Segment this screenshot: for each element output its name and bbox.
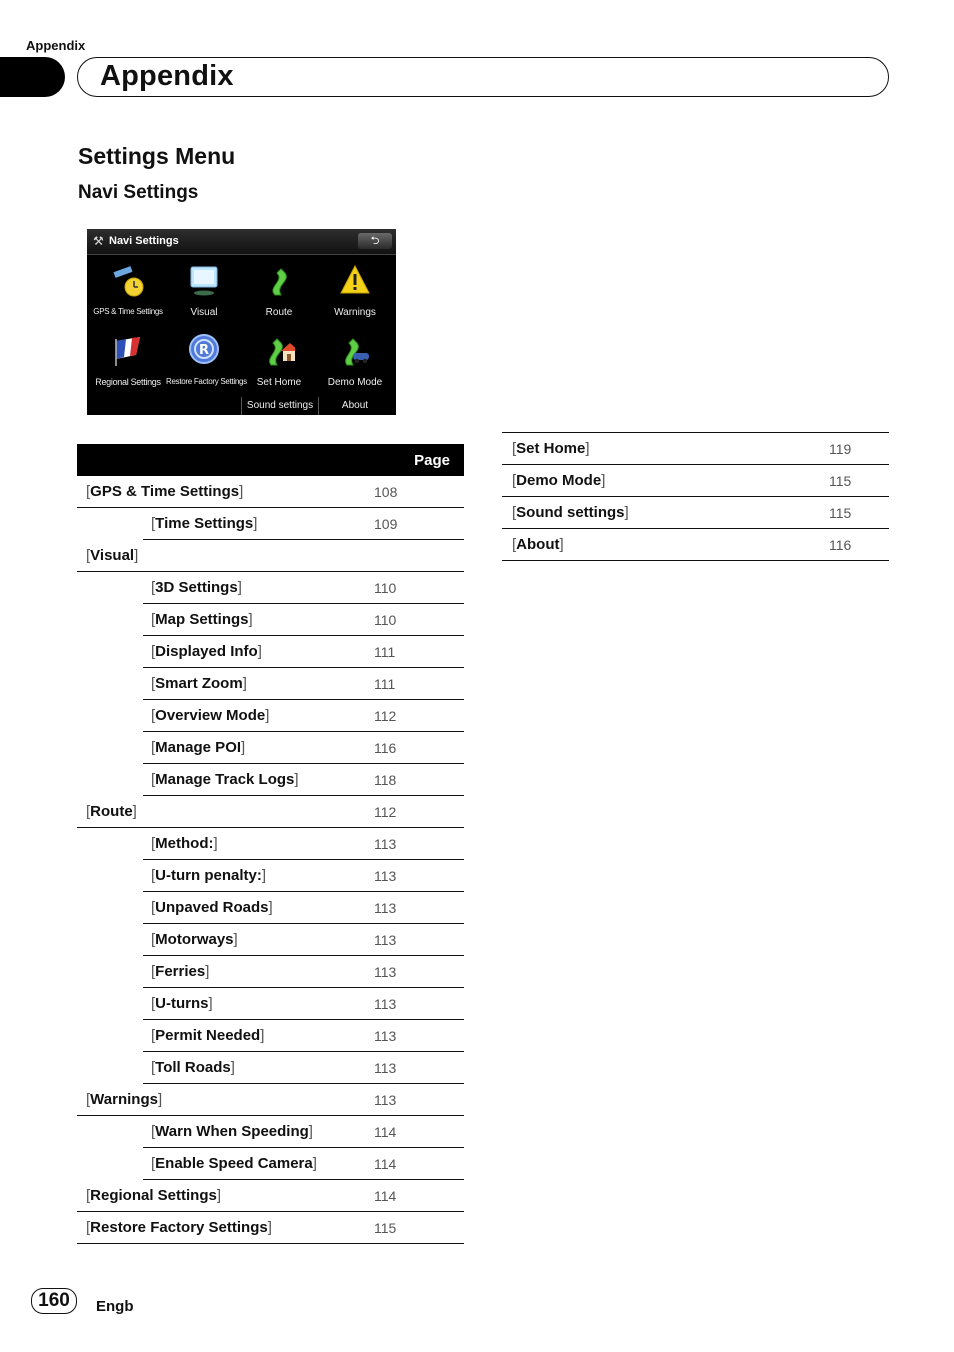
page-ref: 115 <box>829 497 889 529</box>
running-head: Appendix <box>26 38 86 53</box>
page-ref: 119 <box>829 433 889 465</box>
page-ref: 116 <box>829 529 889 561</box>
page-ref: 114 <box>368 1148 464 1180</box>
table-row <box>77 1052 464 1084</box>
tile-label: Set Home <box>256 377 302 388</box>
tile-label: Route <box>265 307 293 318</box>
page-ref: 112 <box>368 796 464 828</box>
tile-gps-time-settings[interactable] <box>90 261 166 331</box>
screen-title: Navi Settings <box>109 235 179 247</box>
setting-name: Ferries <box>155 963 206 980</box>
row-label: [Overview Mode] <box>143 700 368 732</box>
table-row <box>77 1084 464 1116</box>
page-ref: 113 <box>368 1052 464 1084</box>
table-header <box>77 444 464 476</box>
row-label: [Route] <box>77 796 368 828</box>
demo-car-icon <box>339 333 371 367</box>
setting-name: Route <box>90 803 133 820</box>
back-button[interactable]: ⮌ <box>358 233 392 249</box>
indent-cell <box>77 700 143 732</box>
screen-title-bar <box>87 229 396 255</box>
tile-regional-settings[interactable] <box>90 331 166 401</box>
page-ref: 113 <box>368 956 464 988</box>
indent-cell <box>77 636 143 668</box>
page-ref: 113 <box>368 1084 464 1116</box>
row-label: [Permit Needed] <box>143 1020 368 1052</box>
page-ref: 118 <box>368 764 464 796</box>
setting-name: GPS & Time Settings <box>90 483 240 500</box>
tile-restore-factory-settings[interactable] <box>166 331 247 401</box>
indent-cell <box>77 892 143 924</box>
page-subheading: Navi Settings <box>78 182 199 203</box>
table-row <box>77 764 464 796</box>
setting-name: Manage POI <box>155 739 242 756</box>
row-label: [Manage POI] <box>143 732 368 764</box>
sound-settings-button[interactable]: Sound settings <box>241 397 319 415</box>
table-row <box>77 924 464 956</box>
tile-warnings[interactable] <box>317 261 393 331</box>
table-row <box>77 572 464 604</box>
setting-name: Warn When Speeding <box>155 1123 309 1140</box>
table-row <box>502 433 889 465</box>
tile-route[interactable] <box>241 261 317 331</box>
tile-label: GPS & Time Settings <box>93 307 163 316</box>
row-label: [Time Settings] <box>143 508 368 540</box>
table-row <box>77 732 464 764</box>
setting-name: Demo Mode <box>516 472 602 489</box>
table-row <box>77 668 464 700</box>
table-row <box>77 1020 464 1052</box>
page-ref: 110 <box>368 604 464 636</box>
table-row <box>77 988 464 1020</box>
row-label: [Demo Mode] <box>502 465 829 497</box>
tile-visual[interactable] <box>166 261 242 331</box>
setting-name: Manage Track Logs <box>155 771 295 788</box>
indent-cell <box>77 1052 143 1084</box>
restore-icon <box>188 333 220 367</box>
row-label: [Warn When Speeding] <box>143 1116 368 1148</box>
row-label: [Smart Zoom] <box>143 668 368 700</box>
indent-cell <box>77 764 143 796</box>
satellite-clock-icon <box>112 263 144 297</box>
setting-name: Enable Speed Camera <box>155 1155 313 1172</box>
row-label: [Displayed Info] <box>143 636 368 668</box>
row-label: [Sound settings] <box>502 497 829 529</box>
table-row <box>77 508 464 540</box>
setting-name: Displayed Info <box>155 643 258 660</box>
about-button[interactable]: About <box>341 400 369 411</box>
page-ref: 112 <box>368 700 464 732</box>
setting-name: Time Settings <box>155 515 254 532</box>
language-code: Engb <box>96 1298 134 1315</box>
flag-icon <box>112 333 144 367</box>
page-heading: Settings Menu <box>78 143 236 169</box>
tile-label: Visual <box>190 307 218 318</box>
route-arrow-icon <box>263 263 295 297</box>
navi-settings-screenshot <box>87 229 396 415</box>
table-row <box>77 828 464 860</box>
setting-name: Smart Zoom <box>155 675 243 692</box>
table-row <box>77 1148 464 1180</box>
setting-name: Permit Needed <box>155 1027 261 1044</box>
row-label: [Visual] <box>77 540 368 572</box>
indent-cell <box>77 508 143 540</box>
table-row <box>77 1180 464 1212</box>
row-label: [Ferries] <box>143 956 368 988</box>
section-title-box <box>77 57 889 97</box>
monitor-icon <box>188 263 220 297</box>
setting-name: Set Home <box>516 440 586 457</box>
setting-name: Warnings <box>90 1091 158 1108</box>
page-ref: 114 <box>368 1180 464 1212</box>
table-row <box>77 636 464 668</box>
section-tab <box>0 57 65 97</box>
indent-cell <box>77 1148 143 1180</box>
row-label: [GPS & Time Settings] <box>77 476 368 508</box>
setting-name: Unpaved Roads <box>155 899 269 916</box>
setting-name: About <box>516 536 560 553</box>
page-ref: 111 <box>368 636 464 668</box>
setting-name: U-turns <box>155 995 209 1012</box>
home-route-icon <box>263 333 295 367</box>
table-row <box>502 529 889 561</box>
page-ref: 113 <box>368 892 464 924</box>
row-label: [About] <box>502 529 829 561</box>
table-row <box>77 1116 464 1148</box>
table-row <box>77 540 464 572</box>
row-label: [U-turn penalty:] <box>143 860 368 892</box>
page-ref: 113 <box>368 1020 464 1052</box>
page-ref: 111 <box>368 668 464 700</box>
table-row <box>77 1212 464 1244</box>
page-ref: 115 <box>829 465 889 497</box>
page-ref: 113 <box>368 828 464 860</box>
row-label: [U-turns] <box>143 988 368 1020</box>
table-row <box>77 700 464 732</box>
indent-cell <box>77 1116 143 1148</box>
setting-name: Restore Factory Settings <box>90 1219 268 1236</box>
row-label: [Restore Factory Settings] <box>77 1212 368 1244</box>
indent-cell <box>77 828 143 860</box>
settings-table-right <box>502 432 889 561</box>
indent-cell <box>77 732 143 764</box>
row-label: [Enable Speed Camera] <box>143 1148 368 1180</box>
page-ref: 113 <box>368 924 464 956</box>
row-label: [Manage Track Logs] <box>143 764 368 796</box>
warning-triangle-icon <box>339 263 371 297</box>
row-label: [Toll Roads] <box>143 1052 368 1084</box>
row-label: [Regional Settings] <box>77 1180 368 1212</box>
setting-name: U-turn penalty: <box>155 867 262 884</box>
indent-cell <box>77 604 143 636</box>
indent-cell <box>77 988 143 1020</box>
row-label: [Warnings] <box>77 1084 368 1116</box>
table-row <box>502 465 889 497</box>
setting-name: Method: <box>155 835 214 852</box>
row-label: [Map Settings] <box>143 604 368 636</box>
table-row <box>77 860 464 892</box>
row-label: [Method:] <box>143 828 368 860</box>
page-ref: 116 <box>368 732 464 764</box>
setting-name: Sound settings <box>516 504 625 521</box>
row-label: [Motorways] <box>143 924 368 956</box>
page-ref: 109 <box>368 508 464 540</box>
setting-name: Regional Settings <box>90 1187 217 1204</box>
tile-label: Warnings <box>334 307 376 318</box>
table-row <box>77 956 464 988</box>
page-ref: 113 <box>368 860 464 892</box>
row-label: [3D Settings] <box>143 572 368 604</box>
indent-cell <box>77 924 143 956</box>
svg-text:R: R <box>198 343 210 358</box>
table-row <box>77 476 464 508</box>
page-ref: 110 <box>368 572 464 604</box>
page-ref: 108 <box>368 476 464 508</box>
indent-cell <box>77 956 143 988</box>
section-title: Appendix <box>100 60 234 92</box>
setting-name: Map Settings <box>155 611 249 628</box>
indent-cell <box>77 572 143 604</box>
page-ref: 114 <box>368 1116 464 1148</box>
table-row <box>77 892 464 924</box>
tile-label: Demo Mode <box>327 377 383 388</box>
page-column-header: Page <box>368 444 464 476</box>
table-row <box>77 796 464 828</box>
table-row <box>77 604 464 636</box>
indent-cell <box>77 668 143 700</box>
table-row <box>502 497 889 529</box>
row-label: [Unpaved Roads] <box>143 892 368 924</box>
setting-name: Overview Mode <box>155 707 266 724</box>
indent-cell <box>77 1020 143 1052</box>
tile-demo-mode[interactable] <box>317 331 393 401</box>
tools-icon: ⚒ <box>93 234 104 248</box>
page-number: 160 <box>31 1288 77 1314</box>
row-label: [Set Home] <box>502 433 829 465</box>
settings-table-left <box>77 444 464 1244</box>
setting-name: 3D Settings <box>155 579 238 596</box>
setting-name: Visual <box>90 547 135 564</box>
setting-name: Motorways <box>155 931 234 948</box>
tile-set-home[interactable] <box>241 331 317 401</box>
tile-label: Restore Factory Settings <box>166 377 247 386</box>
page-ref: 113 <box>368 988 464 1020</box>
tile-label: Regional Settings <box>95 377 161 387</box>
indent-cell <box>77 860 143 892</box>
page-ref <box>368 540 464 572</box>
setting-name: Toll Roads <box>155 1059 231 1076</box>
page-ref: 115 <box>368 1212 464 1244</box>
